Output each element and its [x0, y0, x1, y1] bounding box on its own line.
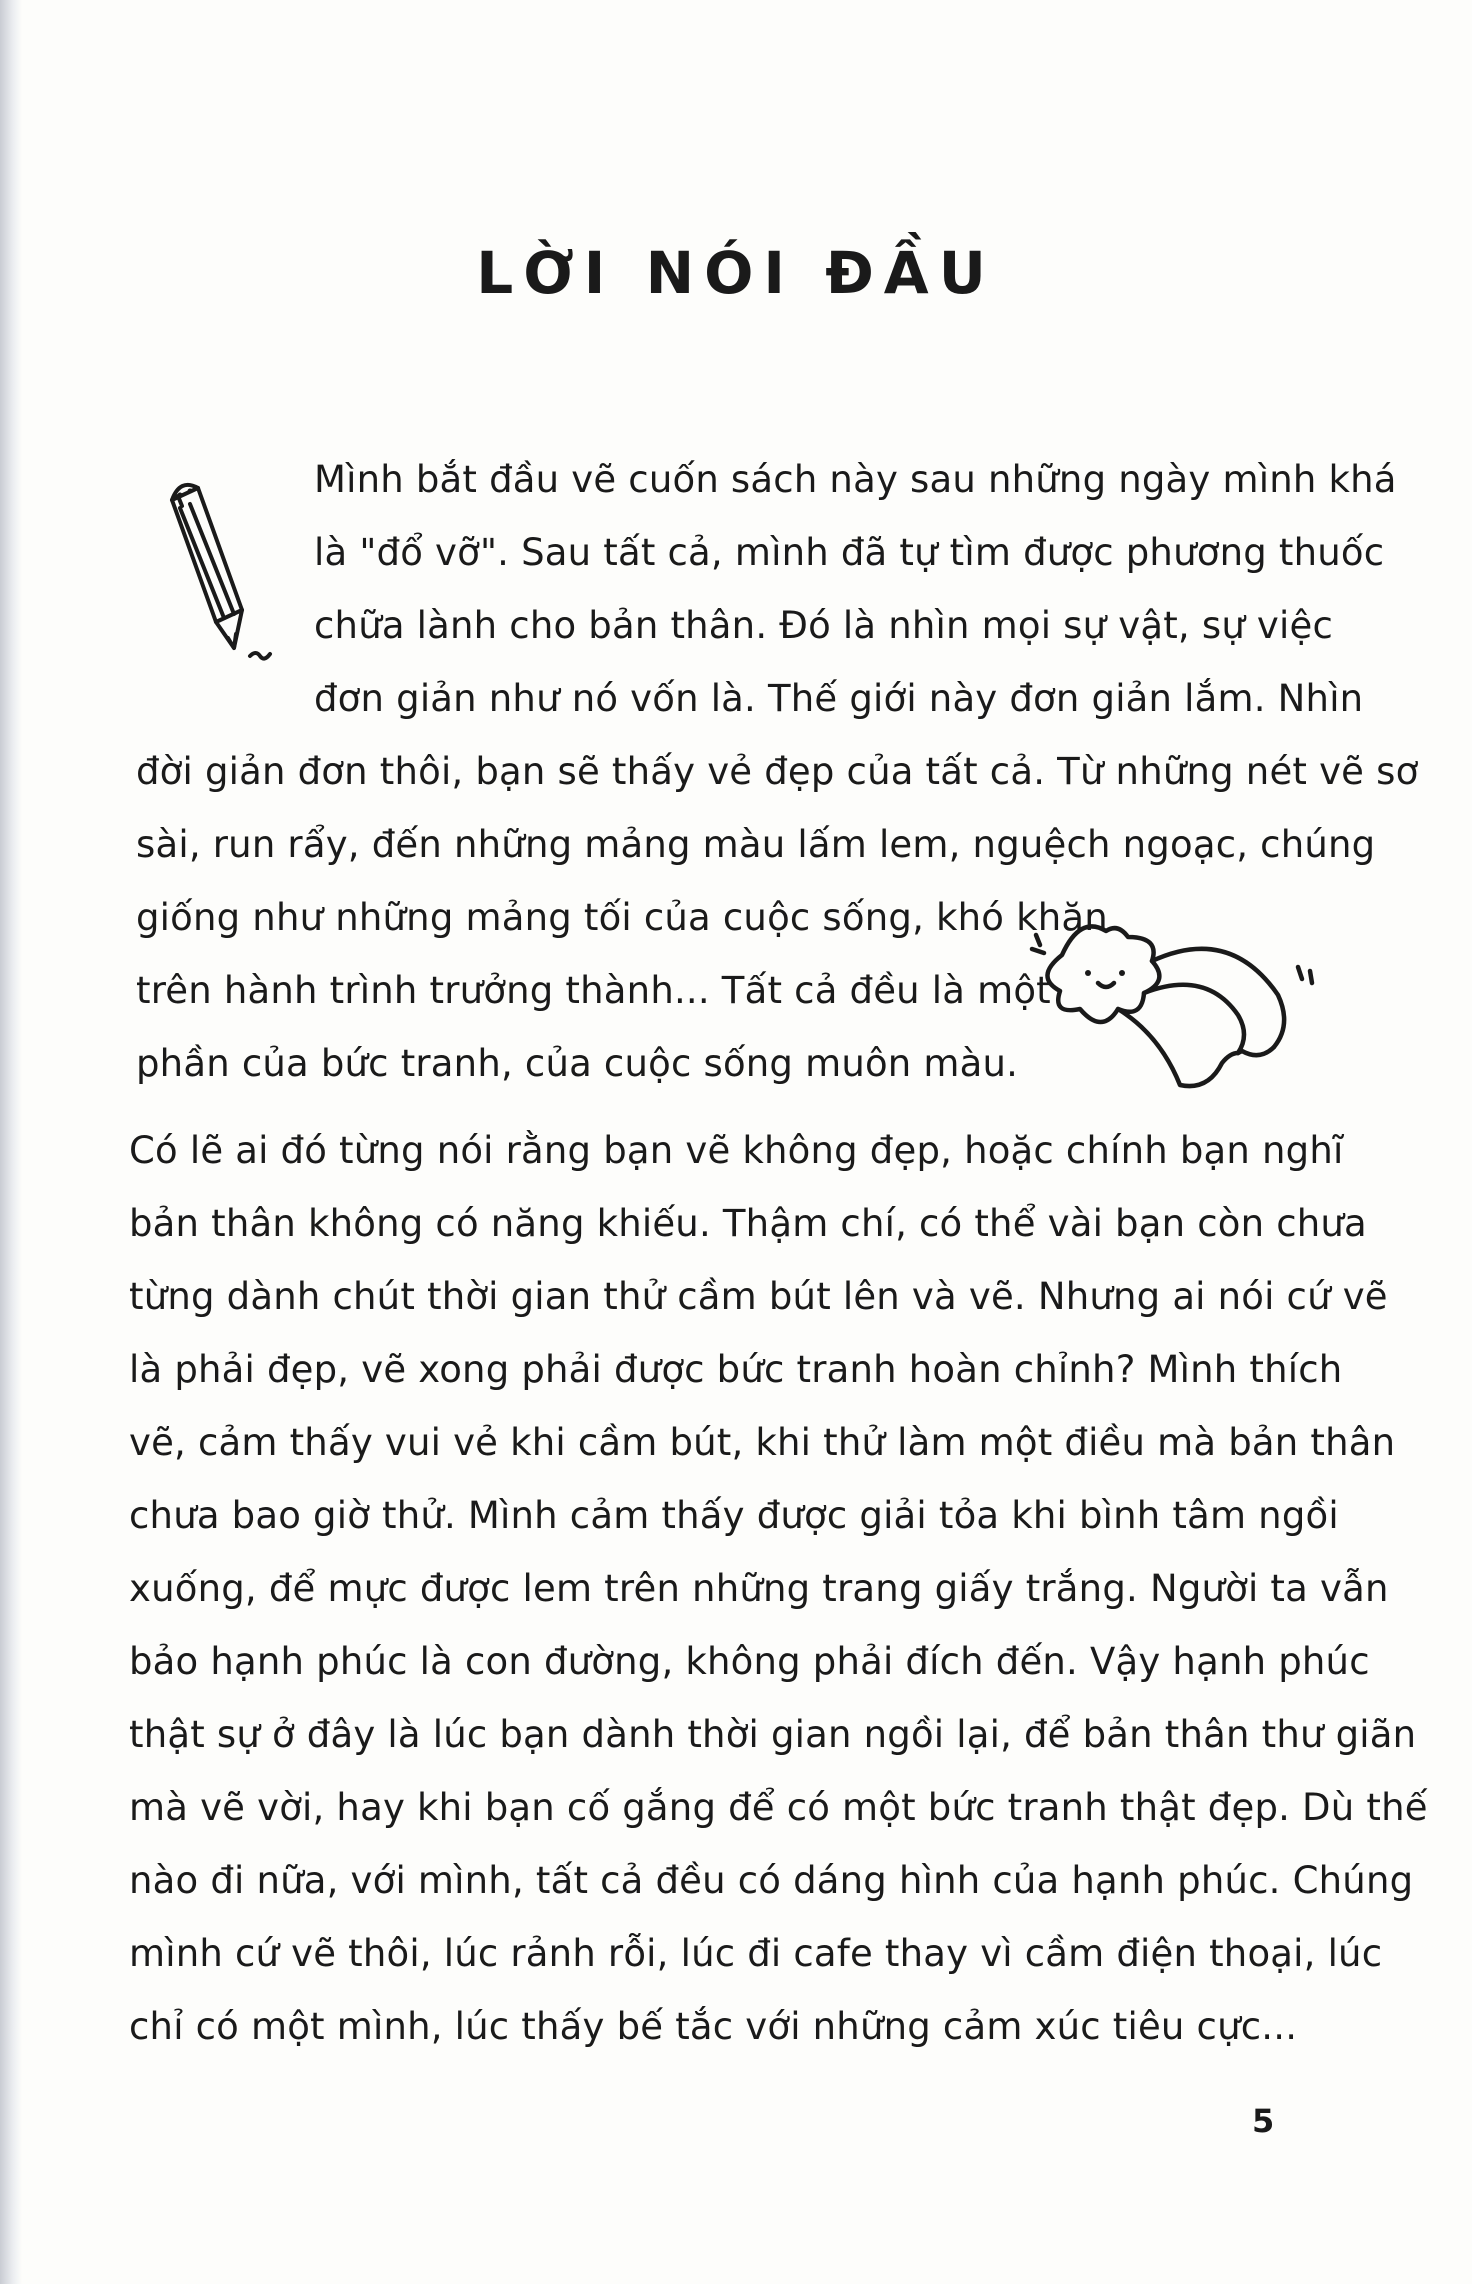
text-line: là "đổ vỡ". Sau tất cả, mình đã tự tìm được phương thuốc: [314, 531, 1385, 574]
text-line: vẽ, cảm thấy vui vẻ khi cầm bút, khi thử làm một điều mà bản thân: [129, 1421, 1396, 1464]
paragraph-1-part-b: [136, 735, 1418, 881]
text-line: nào đi nữa, với mình, tất cả đều có dáng hình của hạnh phúc. Chúng: [129, 1859, 1414, 1902]
text-line: phần của bức tranh, của cuộc sống muôn màu.: [136, 1042, 1019, 1085]
shooting-star-icon: [1010, 885, 1330, 1105]
paragraph-1-part-a: [314, 443, 1397, 735]
text-line: xuống, để mực được lem trên những trang giấy trắng. Người ta vẫn: [129, 1567, 1389, 1610]
text-line: mà vẽ vời, hay khi bạn cố gắng để có một bức tranh thật đẹp. Dù thế: [129, 1786, 1428, 1829]
text-line: chưa bao giờ thử. Mình cảm thấy được giải tỏa khi bình tâm ngồi: [129, 1494, 1339, 1537]
text-line: đời giản đơn thôi, bạn sẽ thấy vẻ đẹp của tất cả. Từ những nét vẽ sơ: [136, 750, 1419, 793]
text-line: giống như những mảng tối của cuộc sống, khó khăn: [136, 896, 1108, 939]
pencil-icon: [150, 470, 280, 680]
paragraph-2: [129, 1114, 1428, 2063]
text-line: Có lẽ ai đó từng nói rằng bạn vẽ không đẹp, hoặc chính bạn nghĩ: [129, 1129, 1344, 1172]
text-line: chỉ có một mình, lúc thấy bế tắc với những cảm xúc tiêu cực...: [129, 2005, 1298, 2048]
text-line: từng dành chút thời gian thử cầm bút lên và vẽ. Nhưng ai nói cứ vẽ: [129, 1275, 1388, 1318]
text-line: bảo hạnh phúc là con đường, không phải đích đến. Vậy hạnh phúc: [129, 1640, 1370, 1683]
paragraph-1-part-c: [136, 881, 1108, 1100]
text-line: sài, run rẩy, đến những mảng màu lấm lem, nguệch ngoạc, chúng: [136, 823, 1376, 866]
text-line: chữa lành cho bản thân. Đó là nhìn mọi sự vật, sự việc: [314, 604, 1334, 647]
text-line: là phải đẹp, vẽ xong phải được bức tranh hoàn chỉnh? Mình thích: [129, 1348, 1343, 1391]
page-title: LỜI NÓI ĐẦU: [476, 238, 996, 307]
text-line: mình cứ vẽ thôi, lúc rảnh rỗi, lúc đi cafe thay vì cầm điện thoại, lúc: [129, 1932, 1383, 1975]
text-line: bản thân không có năng khiếu. Thậm chí, có thể vài bạn còn chưa: [129, 1202, 1367, 1245]
text-line: thật sự ở đây là lúc bạn dành thời gian ngồi lại, để bản thân thư giãn: [129, 1713, 1417, 1756]
page-edge-shadow: [0, 0, 22, 2284]
page-number: 5: [1252, 2102, 1275, 2140]
text-line: Mình bắt đầu vẽ cuốn sách này sau những ngày mình khá: [314, 458, 1397, 501]
text-line: trên hành trình trưởng thành... Tất cả đều là một: [136, 969, 1051, 1012]
text-line: đơn giản như nó vốn là. Thế giới này đơn giản lắm. Nhìn: [314, 677, 1364, 720]
